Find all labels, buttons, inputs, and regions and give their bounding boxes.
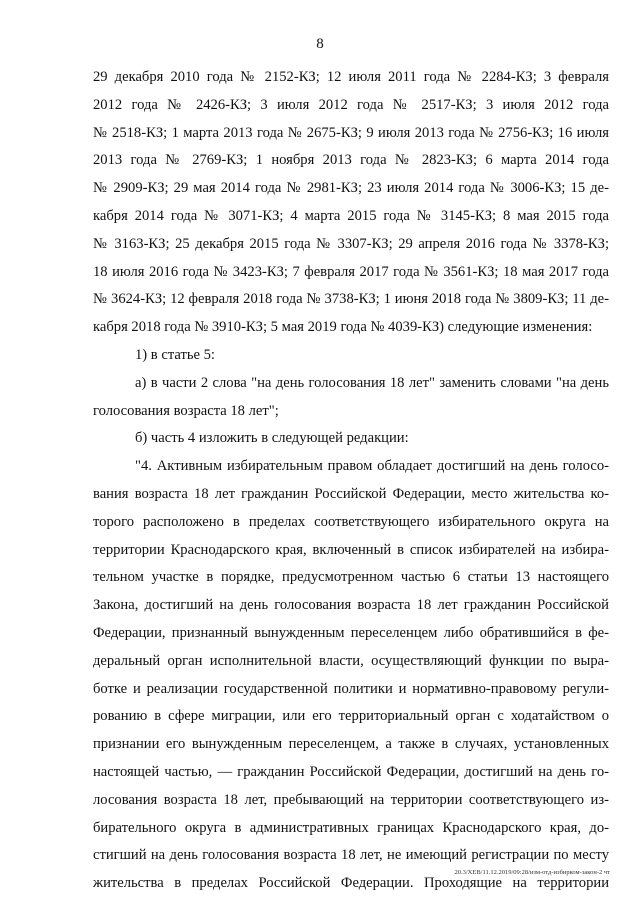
text-line: № 2909-КЗ; 29 мая 2014 года № 2981-КЗ; 23 июля 2014 года № 3006-КЗ; 15 де-: [93, 180, 609, 197]
document-footer-code: 20.3/ХЕВ/11.12.2019/09:28/изм-отд-избирком-закон-2 чт: [454, 869, 610, 876]
text-line: б) часть 4 изложить в следующей редакции:: [135, 430, 409, 447]
text-line: вания возраста 18 лет гражданин Российской Федерации, место жительства ко-: [93, 485, 609, 502]
text-line: голосования возраста 18 лет";: [93, 402, 279, 419]
text-line: лосования возраста 18 лет, пребывающий на территории соответствующего из-: [93, 791, 609, 808]
text-line: № 3163-КЗ; 25 декабря 2015 года № 3307-КЗ; 29 апреля 2016 года № 3378-КЗ;: [93, 235, 609, 252]
text-line: 2012 года № 2426-КЗ; 3 июля 2012 года № 2517-КЗ; 3 июля 2012 года: [93, 96, 609, 113]
text-line: стигший на день голосования возраста 18 лет, не имеющий регистрации по месту: [93, 847, 609, 864]
text-line: бирательного округа в административных границах Краснодарского края, до-: [93, 819, 609, 836]
text-line: № 3624-КЗ; 12 февраля 2018 года № 3738-КЗ; 1 июня 2018 года № 3809-КЗ; 11 де-: [93, 291, 609, 308]
text-line: признании его вынужденным переселенцем, а также в случаях, установленных: [93, 736, 609, 753]
text-line: № 2518-КЗ; 1 марта 2013 года № 2675-КЗ; 9 июля 2013 года № 2756-КЗ; 16 июля: [93, 124, 609, 141]
text-line: кабря 2014 года № 3071-КЗ; 4 марта 2015 года № 3145-КЗ; 8 мая 2015 года: [93, 207, 609, 224]
text-line: Закона, достигший на день голосования возраста 18 лет гражданин Российской: [93, 597, 609, 614]
text-line: торого расположено в пределах соответствующего избирательного округа на: [93, 513, 609, 530]
text-line: кабря 2018 года № 3910-КЗ; 5 мая 2019 года № 4039-КЗ) следующие изменения:: [93, 319, 593, 336]
text-line: настоящей частью, — гражданин Российской Федерации, достигший на день го-: [93, 763, 609, 780]
text-line: тельном участке в порядке, предусмотренном частью 6 статьи 13 настоящего: [93, 569, 609, 586]
text-line: "4. Активным избирательным правом обладает достигший на день голосо-: [135, 458, 609, 475]
text-line: ботке и реализации государственной политики и нормативно-правовому регули-: [93, 680, 609, 697]
text-line: 1) в статье 5:: [135, 346, 215, 363]
document-body: [93, 64, 609, 898]
text-line: Федерации, признанный вынужденным переселенцем либо обратившийся в фе-: [93, 624, 609, 641]
text-line: а) в части 2 слова "на день голосования 18 лет" заменить словами "на день: [135, 374, 609, 391]
text-line: рованию в сфере миграции, или его территориальный орган с ходатайством о: [93, 708, 609, 725]
text-line: 29 декабря 2010 года № 2152-КЗ; 12 июля 2011 года № 2284-КЗ; 3 февраля: [93, 69, 609, 85]
text-line: деральный орган исполнительной власти, осуществляющий функции по выра-: [93, 652, 609, 669]
text-line: жительства в пределах Российской Федерации. Проходящие на территории: [93, 875, 609, 892]
text-line: 18 июля 2016 года № 3423-КЗ; 7 февраля 2017 года № 3561-КЗ; 18 мая 2017 года: [93, 263, 609, 280]
text-line: территории Краснодарского края, включенный в список избирателей на избира-: [93, 541, 609, 558]
page-number: 8: [316, 36, 324, 52]
text-line: 2013 года № 2769-КЗ; 1 ноября 2013 года № 2823-КЗ; 6 марта 2014 года: [93, 152, 609, 169]
